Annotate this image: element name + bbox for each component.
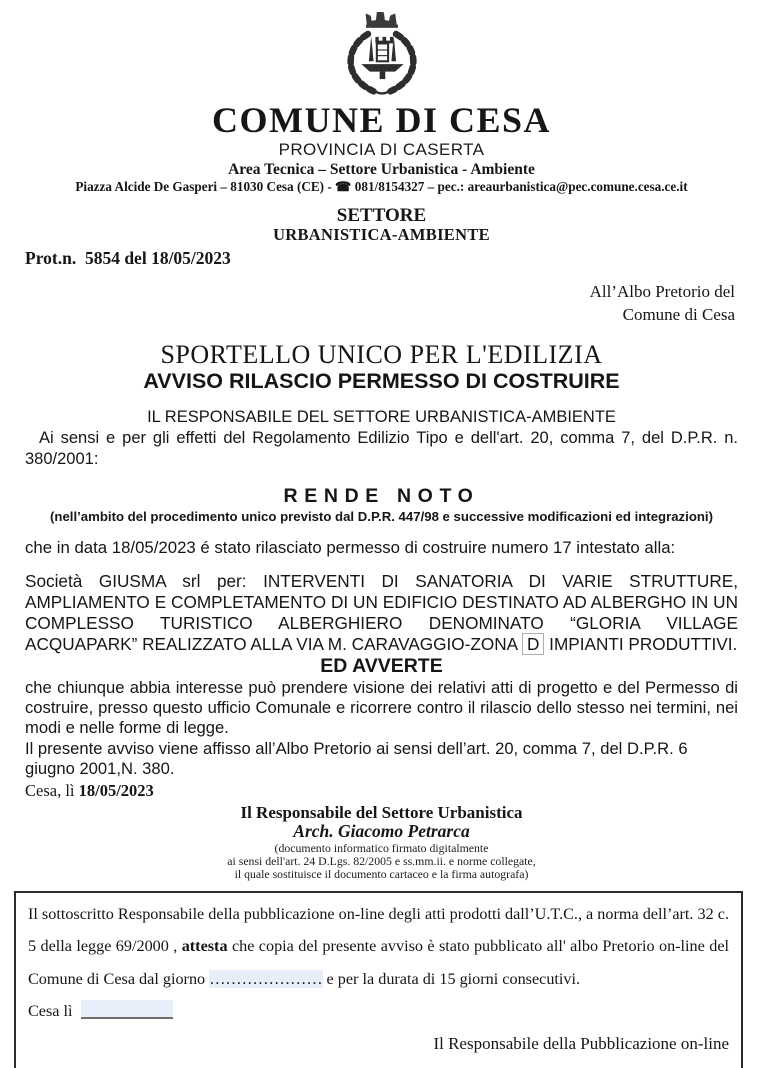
responsible-heading: IL RESPONSABILE DEL SETTORE URBANISTICA-AMBIENTE: [147, 407, 616, 426]
recipient-line-2: Comune di Cesa: [622, 304, 735, 324]
place-date-prefix: Cesa, lì: [25, 781, 79, 801]
notice-heading-avviso: AVVISO RILASCIO PERMESSO DI COSTRUIRE: [143, 369, 620, 394]
publication-signer-role: Il Responsabile della Pubblicazione on-line: [433, 1033, 729, 1053]
posting-paragraph: Il presente avviso viene affisso all’Albo Pretorio ai sensi dell’art. 20, comma 7, del D.P.R. 6 giugno 2001,N. 380.: [25, 738, 688, 778]
subject-paragraph: [0, 571, 763, 655]
subject-text-2: IMPIANTI PRODUTTIVI.: [544, 633, 738, 654]
publication-attestation-box: [14, 891, 743, 1068]
attestation-date-blank-field[interactable]: [81, 1000, 173, 1019]
warning-paragraph: che chiunque abbia interesse può prendere visione dei relativi atti di progetto e del Permesso di costruire, presso questo ufficio Comunale e ricorrere contro il rilascio dello stesso nei termini, nei modi e nelle forme di legge.: [25, 677, 738, 738]
attestation-place-line: [28, 995, 729, 1027]
signer-name: Arch. Giacomo Petrarca: [293, 821, 470, 842]
recipient-block: [0, 281, 763, 327]
place-date-value: 18/05/2023: [78, 781, 154, 801]
comune-emblem: [0, 0, 763, 100]
ed-avverte-heading: ED AVVERTE: [320, 654, 443, 677]
department-line: Area Tecnica – Settore Urbanistica - Ambiente: [228, 160, 535, 178]
tower-icon: [361, 36, 403, 79]
signer-role: Il Responsabile del Settore Urbanistica: [240, 802, 523, 822]
coat-of-arms-icon: [330, 4, 434, 96]
digital-signature-note-2: ai sensi dell'art. 24 D.Lgs. 82/2005 e ss.mm.ii. e norme collegate,: [227, 854, 536, 869]
publication-date-field[interactable]: …………………: [209, 969, 323, 988]
rende-noto-subline: (nell’ambito del procedimento unico previsto dal D.P.R. 447/98 e successive modificazioni ed integrazioni): [50, 508, 713, 524]
sector-heading: SETTORE: [336, 205, 427, 227]
attesta-emphasis: attesta: [181, 937, 228, 956]
premise-paragraph: Ai sensi e per gli effetti del Regolamento Edilizio Tipo e dell'art. 20, comma 7, del D.P.R. n. 380/2001:: [25, 428, 738, 468]
signature-block: [0, 803, 763, 882]
crown-icon: [365, 12, 397, 28]
province-subtitle: PROVINCIA DI CASERTA: [278, 140, 485, 159]
rende-noto-heading: RENDE NOTO: [283, 485, 480, 508]
protocol-number: Prot.n. 5854 del 18/05/2023: [25, 247, 231, 268]
attestation-place-label: Cesa lì: [28, 1002, 73, 1021]
attestation-text-3: e per la durata di 15 giorni consecutivi.: [322, 969, 581, 988]
page-title: COMUNE DI CESA: [211, 100, 552, 140]
recipient-line-1: All’Albo Pretorio del: [589, 281, 735, 301]
zone-letter-box: D: [522, 633, 544, 655]
digital-signature-note-1: (documento informatico firmato digitalmente: [274, 840, 489, 855]
attestation-text-2: che copia del presente avviso è stato pubblicato all' albo Pretorio on-line del Comune di Cesa dal giorno: [28, 937, 729, 988]
sector-subheading: URBANISTICA-AMBIENTE: [273, 225, 490, 245]
place-date-line: [0, 781, 763, 801]
issue-line: che in data 18/05/2023 é stato rilasciato permesso di costruire numero 17 intestato alla:: [25, 538, 676, 558]
attestation-text-1: Il sottoscritto Responsabile della pubblicazione on-line degli atti prodotti dall’U.T.C., a norma dell’art. 32 c. 5 della legge 69/2000 ,: [28, 905, 729, 956]
address-line: Piazza Alcide De Gasperi – 81030 Cesa (CE) - ☎ 081/8154327 – pec.: areaurbanistica@pec.comune.cesa.ce.it: [75, 178, 688, 194]
attestation-paragraph: [28, 898, 729, 995]
subject-text-1: Società GIUSMA srl per: INTERVENTI DI SANATORIA DI VARIE STRUTTURE, AMPLIAMENTO E COMPLETAMENTO DI UN EDIFICIO DESTINATO AD ALBERGHO IN UN COMPLESSO TURISTICO ALBERGHIERO DENOMINATO “GLORIA VILLAGE ACQUAPARK” REALIZZATO ALLA VIA M. CARAVAGGIO-ZONA: [25, 570, 738, 654]
notice-heading-sportello: SPORTELLO UNICO PER L'EDILIZIA: [160, 339, 603, 369]
digital-signature-note-3: il quale sostituisce il documento cartaceo e la firma autografa): [234, 867, 529, 882]
